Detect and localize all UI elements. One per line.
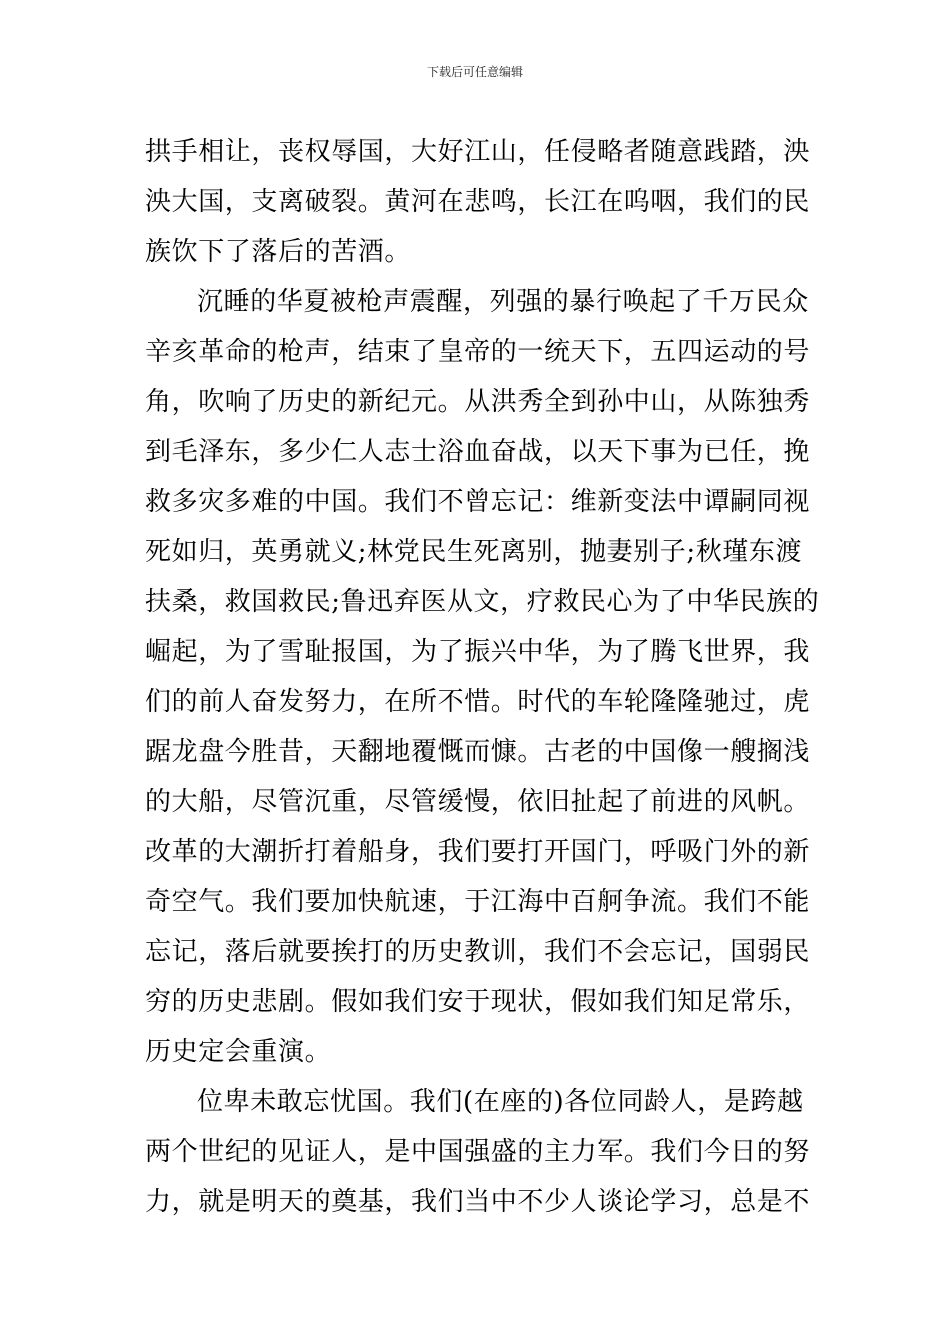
text-line: 力，就是明天的奠基，我们当中不少人谈论学习，总是不 bbox=[145, 1187, 811, 1217]
text-line: 奇空气。我们要加快航速，于江海中百舸争流。我们不能 bbox=[145, 887, 811, 917]
text-line: 死如归，英勇就义;林党民生死离别，抛妻别子;秋瑾东渡 bbox=[145, 537, 803, 567]
text-line: 位卑未敢忘忧国。我们(在座的)各位同龄人，是跨越 bbox=[197, 1087, 804, 1117]
text-line: 扶桑，救国救民;鲁迅弃医从文，疗救民心为了中华民族的 bbox=[145, 587, 820, 617]
text-line: 穷的历史悲剧。假如我们安于现状，假如我们知足常乐， bbox=[145, 987, 811, 1017]
text-line: 的大船，尽管沉重，尽管缓慢，依旧扯起了前进的风帆。 bbox=[145, 787, 811, 817]
text-line: 救多灾多难的中国。我们不曾忘记：维新变法中谭嗣同视 bbox=[145, 487, 811, 517]
text-line: 历史定会重演。 bbox=[145, 1037, 332, 1067]
text-line: 角，吹响了历史的新纪元。从洪秀全到孙中山，从陈独秀 bbox=[145, 387, 811, 417]
page-header: 下载后可任意编辑 bbox=[426, 65, 523, 79]
text-line: 到毛泽东，多少仁人志士浴血奋战，以天下事为已任，挽 bbox=[145, 437, 811, 467]
text-line: 们的前人奋发努力，在所不惜。时代的车轮隆隆驰过，虎 bbox=[145, 687, 811, 717]
text-line: 拱手相让，丧权辱国，大好江山，任侵略者随意践踏，泱 bbox=[145, 137, 811, 167]
text-line: 泱大国，支离破裂。黄河在悲鸣，长江在呜咽，我们的民 bbox=[145, 187, 811, 217]
text-line: 两个世纪的见证人，是中国强盛的主力军。我们今日的努 bbox=[145, 1137, 811, 1167]
text-line: 改革的大潮折打着船身，我们要打开国门，呼吸门外的新 bbox=[145, 837, 811, 867]
text-line: 族饮下了落后的苦酒。 bbox=[145, 237, 412, 267]
text-line: 崛起，为了雪耻报国，为了振兴中华，为了腾飞世界，我 bbox=[145, 637, 811, 667]
text-line: 沉睡的华夏被枪声震醒，列强的暴行唤起了千万民众 bbox=[197, 287, 809, 317]
text-line: 辛亥革命的枪声，结束了皇帝的一统天下，五四运动的号 bbox=[145, 337, 811, 367]
text-line: 忘记，落后就要挨打的历史教训，我们不会忘记，国弱民 bbox=[145, 937, 811, 967]
text-line: 踞龙盘今胜昔，天翻地覆慨而慷。古老的中国像一艘搁浅 bbox=[145, 737, 811, 767]
